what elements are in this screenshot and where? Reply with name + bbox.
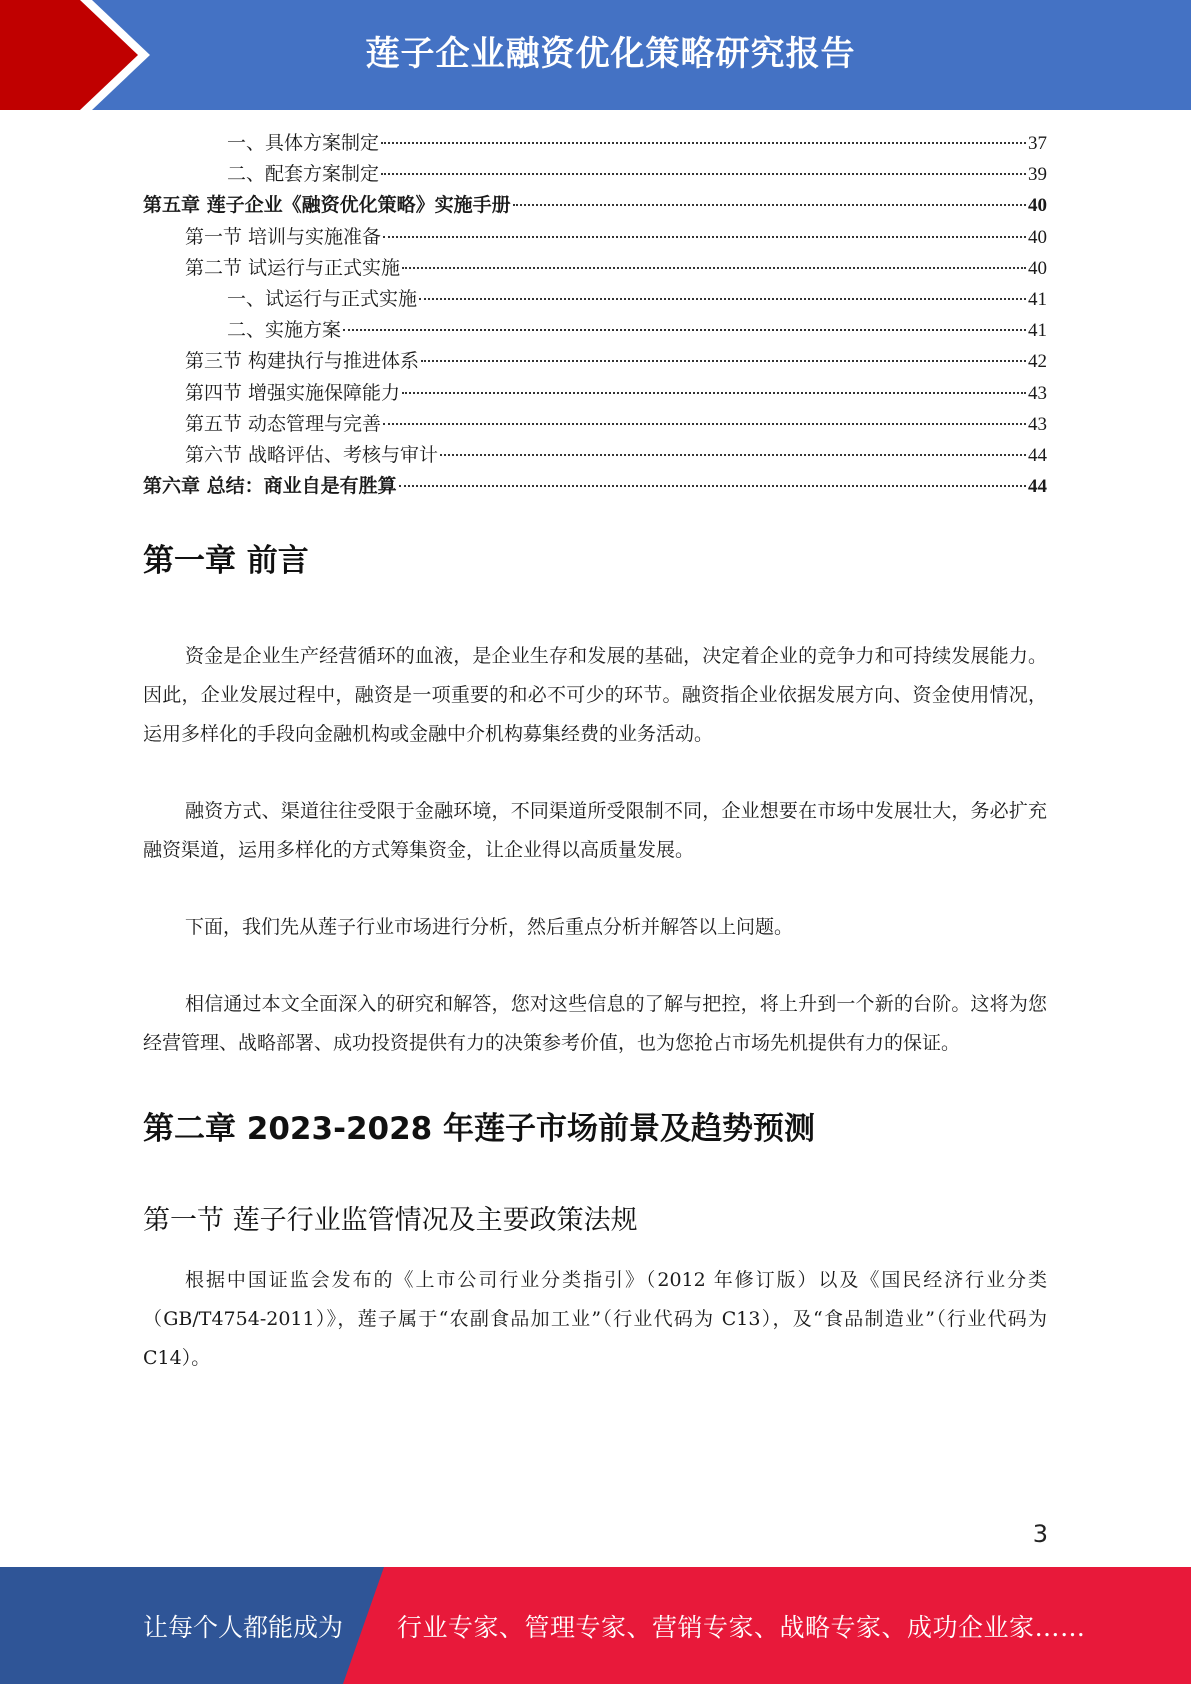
toc-entry[interactable] (143, 222, 1047, 253)
toc-entry[interactable] (143, 159, 1047, 190)
toc-entry-label: 第四节 增强实施保障能力 (185, 381, 401, 404)
toc-entry-page: 44 (1028, 476, 1047, 498)
toc-entry[interactable] (143, 346, 1047, 377)
body-paragraph: 融资方式、渠道往往受限于金融环境，不同渠道所受限制不同，企业想要在市场中发展壮大，务必扩充融资渠道，运用多样化的方式筹集资金，让企业得以高质量发展。 (143, 800, 1047, 862)
toc-entry-label: 第六节 战略评估、考核与审计 (185, 443, 439, 466)
toc-entry-page: 39 (1028, 164, 1047, 186)
toc-entry[interactable] (143, 284, 1047, 315)
toc-leader-dots (383, 423, 1026, 425)
toc-entry-label: 一、具体方案制定 (227, 132, 380, 154)
page-footer (0, 1567, 1191, 1684)
toc-leader-dots (399, 485, 1026, 487)
table-of-contents (143, 128, 1047, 502)
toc-leader-dots (513, 204, 1026, 206)
footer-slogan-left: 让每个人都能成为 (143, 1613, 344, 1642)
body-paragraph: 根据中国证监会发布的《上市公司行业分类指引》（2012 年修订版）以及《国民经济行业分类（GB/T4754-2011）》，莲子属于“农副食品加工业”（行业代码为 C13），及“食品制造业”（行业代码为 C14）。 (143, 1269, 1047, 1370)
toc-entry-label: 第三节 构建执行与推进体系 (185, 350, 420, 373)
toc-entry-label: 第一节 培训与实施准备 (185, 225, 382, 248)
toc-entry-label: 二、配套方案制定 (227, 163, 380, 186)
section-heading: 第一节 莲子行业监管情况及主要政策法规 (143, 1205, 638, 1237)
report-title: 莲子企业融资优化策略研究报告 (365, 34, 856, 74)
toc-entry-page: 40 (1028, 226, 1047, 248)
toc-leader-dots (402, 267, 1026, 269)
footer-slogan-right: 行业专家、管理专家、营销专家、战略专家、成功企业家…… (397, 1613, 1086, 1642)
body-paragraph: 下面，我们先从莲子行业市场进行分析，然后重点分析并解答以上问题。 (185, 916, 794, 939)
toc-entry-page: 41 (1028, 288, 1047, 310)
page-content (143, 128, 1047, 1378)
toc-entry-page: 43 (1028, 382, 1047, 404)
toc-entry[interactable] (143, 315, 1047, 346)
toc-entry-label: 第六章 总结：商业自是有胜算 (143, 475, 397, 498)
body-paragraph: 资金是企业生产经营循环的血液，是企业生存和发展的基础，决定着企业的竞争力和可持续发展能力。因此，企业发展过程中，融资是一项重要的和必不可少的环节。融资指企业依据发展方向、资金使用情况，运用多样化的手段向金融机构或金融中介机构募集经费的业务活动。 (143, 645, 1047, 746)
toc-entry-label: 第二节 试运行与正式实施 (185, 256, 401, 279)
toc-entry[interactable] (143, 409, 1047, 440)
toc-leader-dots (381, 173, 1026, 175)
toc-entry-page: 42 (1028, 351, 1047, 373)
page-header (0, 0, 1191, 110)
toc-entry[interactable] (143, 253, 1047, 284)
toc-entry-label: 第五章 莲子企业《融资优化策略》实施手册 (143, 194, 511, 217)
body-paragraph: 相信通过本文全面深入的研究和解答，您对这些信息的了解与把控，将上升到一个新的台阶。这将为您经营管理、战略部署、成功投资提供有力的决策参考价值，也为您抢占市场先机提供有力的保证。 (143, 993, 1047, 1055)
toc-entry-chapter[interactable] (143, 190, 1047, 221)
toc-leader-dots (440, 454, 1026, 456)
toc-entry-page: 44 (1028, 444, 1047, 466)
toc-entry-page: 37 (1028, 133, 1047, 154)
chapter-heading: 第二章 2023-2028 年莲子市场前景及趋势预测 (143, 1111, 816, 1148)
toc-entry[interactable] (143, 378, 1047, 409)
toc-entry-page: 40 (1028, 257, 1047, 279)
toc-entry[interactable] (143, 440, 1047, 471)
toc-entry-page: 41 (1028, 320, 1047, 342)
toc-entry-label: 第五节 动态管理与完善 (185, 412, 382, 435)
toc-entry-page: 43 (1028, 413, 1047, 435)
toc-leader-dots (383, 236, 1026, 238)
toc-entry[interactable] (143, 128, 1047, 159)
toc-leader-dots (421, 360, 1026, 362)
toc-entry-chapter[interactable] (143, 471, 1047, 502)
toc-entry-label: 二、实施方案 (227, 319, 342, 342)
page-number: 3 (1032, 1520, 1048, 1548)
chapter-heading: 第一章 前言 (143, 543, 309, 580)
toc-entry-label: 一、试运行与正式实施 (227, 287, 418, 310)
toc-leader-dots (402, 392, 1026, 394)
toc-entry-page: 40 (1028, 195, 1047, 217)
toc-leader-dots (381, 142, 1026, 144)
toc-leader-dots (343, 329, 1026, 331)
toc-leader-dots (419, 298, 1026, 300)
